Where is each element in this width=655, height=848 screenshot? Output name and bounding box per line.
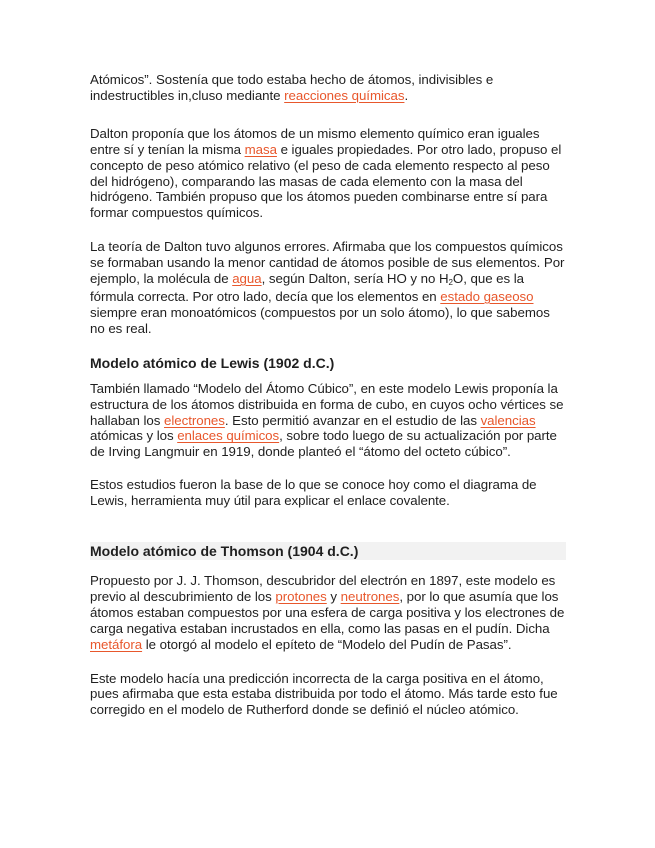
text-span: Propuesto por J. J. Thomson, descubridor del electrón en 1897, este modelo es previo al descubrimiento de los	[90, 573, 556, 604]
text-span: le otorgó al modelo el epíteto de “Modelo del Pudín de Pasas”.	[142, 636, 512, 652]
paragraph-thomson-model	[90, 573, 566, 653]
link-electrones[interactable]: electrones	[164, 412, 225, 428]
link-agua[interactable]: agua	[232, 271, 262, 287]
text-span: , sobre todo luego de su actualización por parte de Irving Langmuir en 1919, donde planteó el “átomo del octeto cúbico”.	[90, 428, 557, 460]
paragraph-lewis-model	[90, 381, 566, 461]
text-span: , por lo que asumía que los átomos estaban compuestos por una esfera de carga positiva y los electrones de carga negativa estaban incrustados en ella, como las pasas en el pudín. Dicha	[90, 588, 565, 636]
text-span: Dalton proponía que los átomos de un mismo elemento químico eran iguales entre sí y tenían la misma	[90, 125, 540, 157]
link-valencias[interactable]: valencias	[480, 412, 536, 428]
link-estado-gaseoso[interactable]: estado gaseoso	[440, 288, 534, 304]
text-span: atómicas y los	[90, 428, 178, 444]
heading-thomson: Modelo atómico de Thomson (1904 d.C.)	[90, 542, 566, 560]
text-span: También llamado “Modelo del Átomo Cúbico”, en este modelo Lewis proponía la estructura de los átomos distribuida en forma de cubo, en cuyos ocho vértices se hallaban los	[90, 380, 564, 428]
link-protones[interactable]: protones	[275, 588, 327, 604]
paragraph-dalton-proposal	[90, 126, 566, 221]
link-enlaces-quimicos[interactable]: enlaces químicos	[177, 428, 280, 444]
text-span: , según Dalton, sería HO y no H	[261, 271, 449, 287]
document-page	[90, 72, 566, 718]
link-masa[interactable]: masa	[244, 141, 277, 157]
link-reacciones-quimicas[interactable]: reacciones químicas	[284, 87, 405, 103]
paragraph-dalton-intro	[90, 72, 566, 104]
paragraph-dalton-errors	[90, 239, 566, 336]
heading-lewis: Modelo atómico de Lewis (1902 d.C.)	[90, 354, 335, 371]
paragraph-thomson-correction: Este modelo hacía una predicción incorrecta de la carga positiva en el átomo, pues afirmaba que esta estaba distribuida por todo el átomo. Más tarde esto fue corregido en el modelo de Rutherford donde se definió el núcleo atómico.	[90, 670, 558, 718]
text-span: . Esto permitió avanzar en el estudio de las	[224, 412, 481, 428]
subscript: 2	[448, 278, 453, 288]
link-neutrones[interactable]: neutrones	[340, 588, 400, 604]
text-span: .	[404, 87, 409, 103]
text-span: y	[326, 588, 341, 604]
text-span: O, que es la fórmula correcta. Por otro lado, decía que los elementos en	[90, 271, 525, 304]
link-metafora[interactable]: metáfora	[90, 636, 143, 652]
text-span: La teoría de Dalton tuvo algunos errores. Afirmaba que los compuestos químicos se formaban usando la menor cantidad de átomos posible de sus elementos. Por ejemplo, la molécula de	[90, 239, 565, 287]
text-span: e iguales propiedades. Por otro lado, propuso el concepto de peso atómico relativo (el peso de cada elemento respecto al peso del hidrógeno), comparando las masas de cada elemento con la masa del hidrógeno. También propuso que los átomos pueden combinarse entre sí para formar compuestos químicos.	[90, 141, 562, 221]
text-span: Atómicos”. Sostenía que todo estaba hecho de átomos, indivisibles e indestructibles in,cluso mediante	[90, 72, 494, 103]
paragraph-lewis-diagram: Estos estudios fueron la base de lo que se conoce hoy como el diagrama de Lewis, herramienta muy útil para explicar el enlace covalente.	[90, 477, 537, 509]
text-span: siempre eran monoatómicos (compuestos por un solo átomo), lo que sabemos no es real.	[90, 304, 550, 336]
